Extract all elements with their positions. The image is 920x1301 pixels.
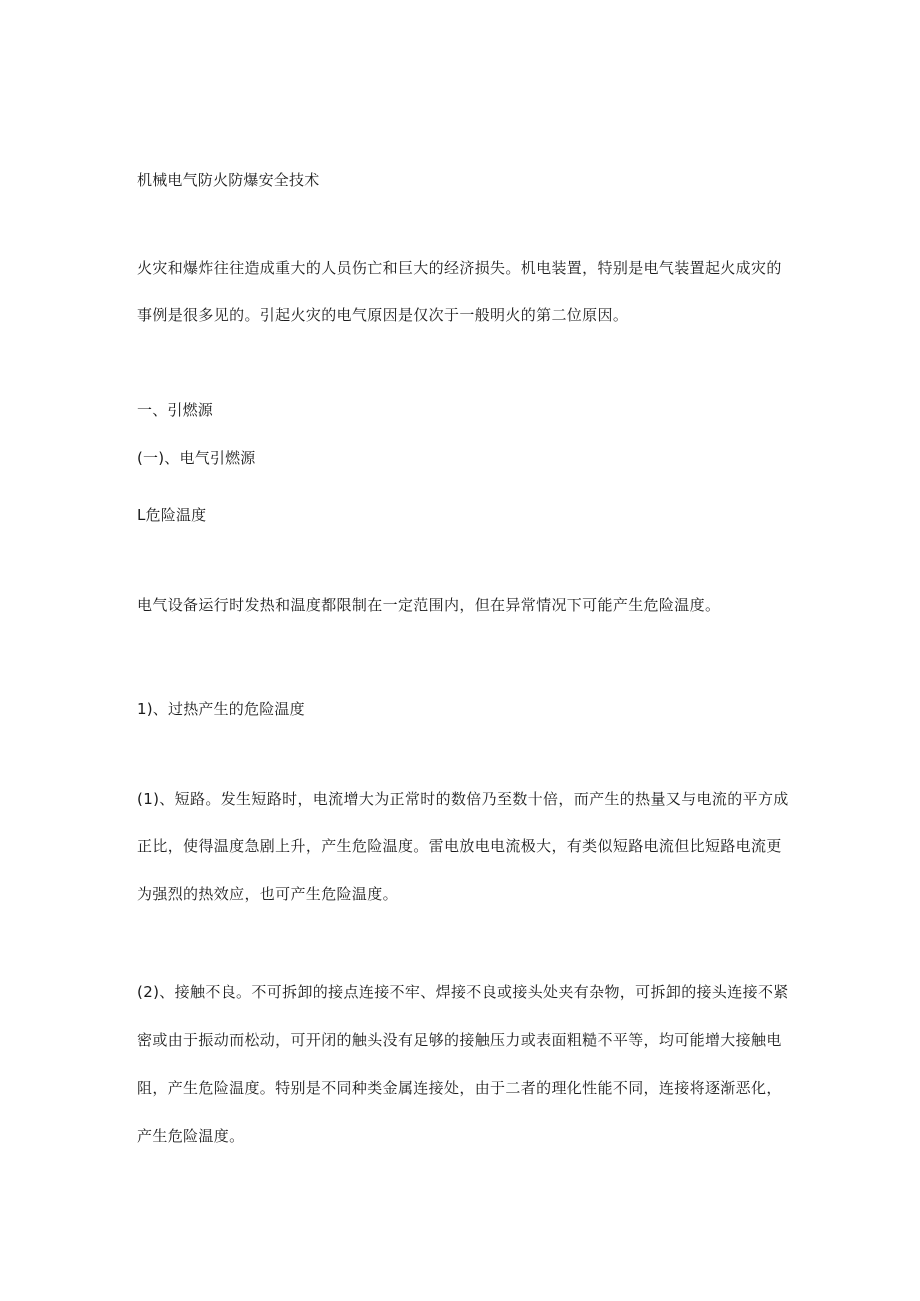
document-title: 机械电气防火防爆安全技术	[137, 171, 320, 189]
item-poor-contact-line-1: (2)、接触不良。不可拆卸的接点连接不牢、焊接不良或接头处夹有杂物，可拆卸的接头连接不紧	[137, 983, 789, 1001]
item-poor-contact-line-3: 阻，产生危险温度。特别是不同种类金属连接处，由于二者的理化性能不同，连接将逐渐恶化，	[137, 1079, 782, 1097]
section-heading-ignition-sources: 一、引燃源	[137, 401, 214, 419]
subheading-danger-temperature: L危险温度	[137, 506, 207, 524]
item-short-circuit-line-2: 正比，使得温度急剧上升，产生危险温度。雷电放电电流极大，有类似短路电流但比短路电流更	[137, 837, 782, 855]
item-short-circuit-line-3: 为强烈的热效应，也可产生危险温度。	[137, 885, 398, 903]
intro-line-1: 火灾和爆炸往往造成重大的人员伤亡和巨大的经济损失。机电装置，特别是电气装置起火成灾的	[137, 259, 782, 277]
item-poor-contact-line-2: 密或由于振动而松动，可开闭的触头没有足够的接触压力或表面粗糙不平等，均可能增大接触电	[137, 1031, 782, 1049]
subheading-overheat: 1)、过热产生的危险温度	[137, 700, 305, 718]
subsection-heading-electrical-ignition: (一)、电气引燃源	[137, 449, 256, 467]
item-short-circuit-line-1: (1)、短路。发生短路时，电流增大为正常时的数倍乃至数十倍，而产生的热量又与电流的平方成	[137, 790, 789, 808]
intro-line-2: 事例是很多见的。引起火灾的电气原因是仅次于一般明火的第二位原因。	[137, 306, 629, 324]
paragraph-danger-temperature: 电气设备运行时发热和温度都限制在一定范围内，但在异常情况下可能产生危险温度。	[137, 596, 721, 614]
item-poor-contact-line-4: 产生危险温度。	[137, 1127, 245, 1145]
